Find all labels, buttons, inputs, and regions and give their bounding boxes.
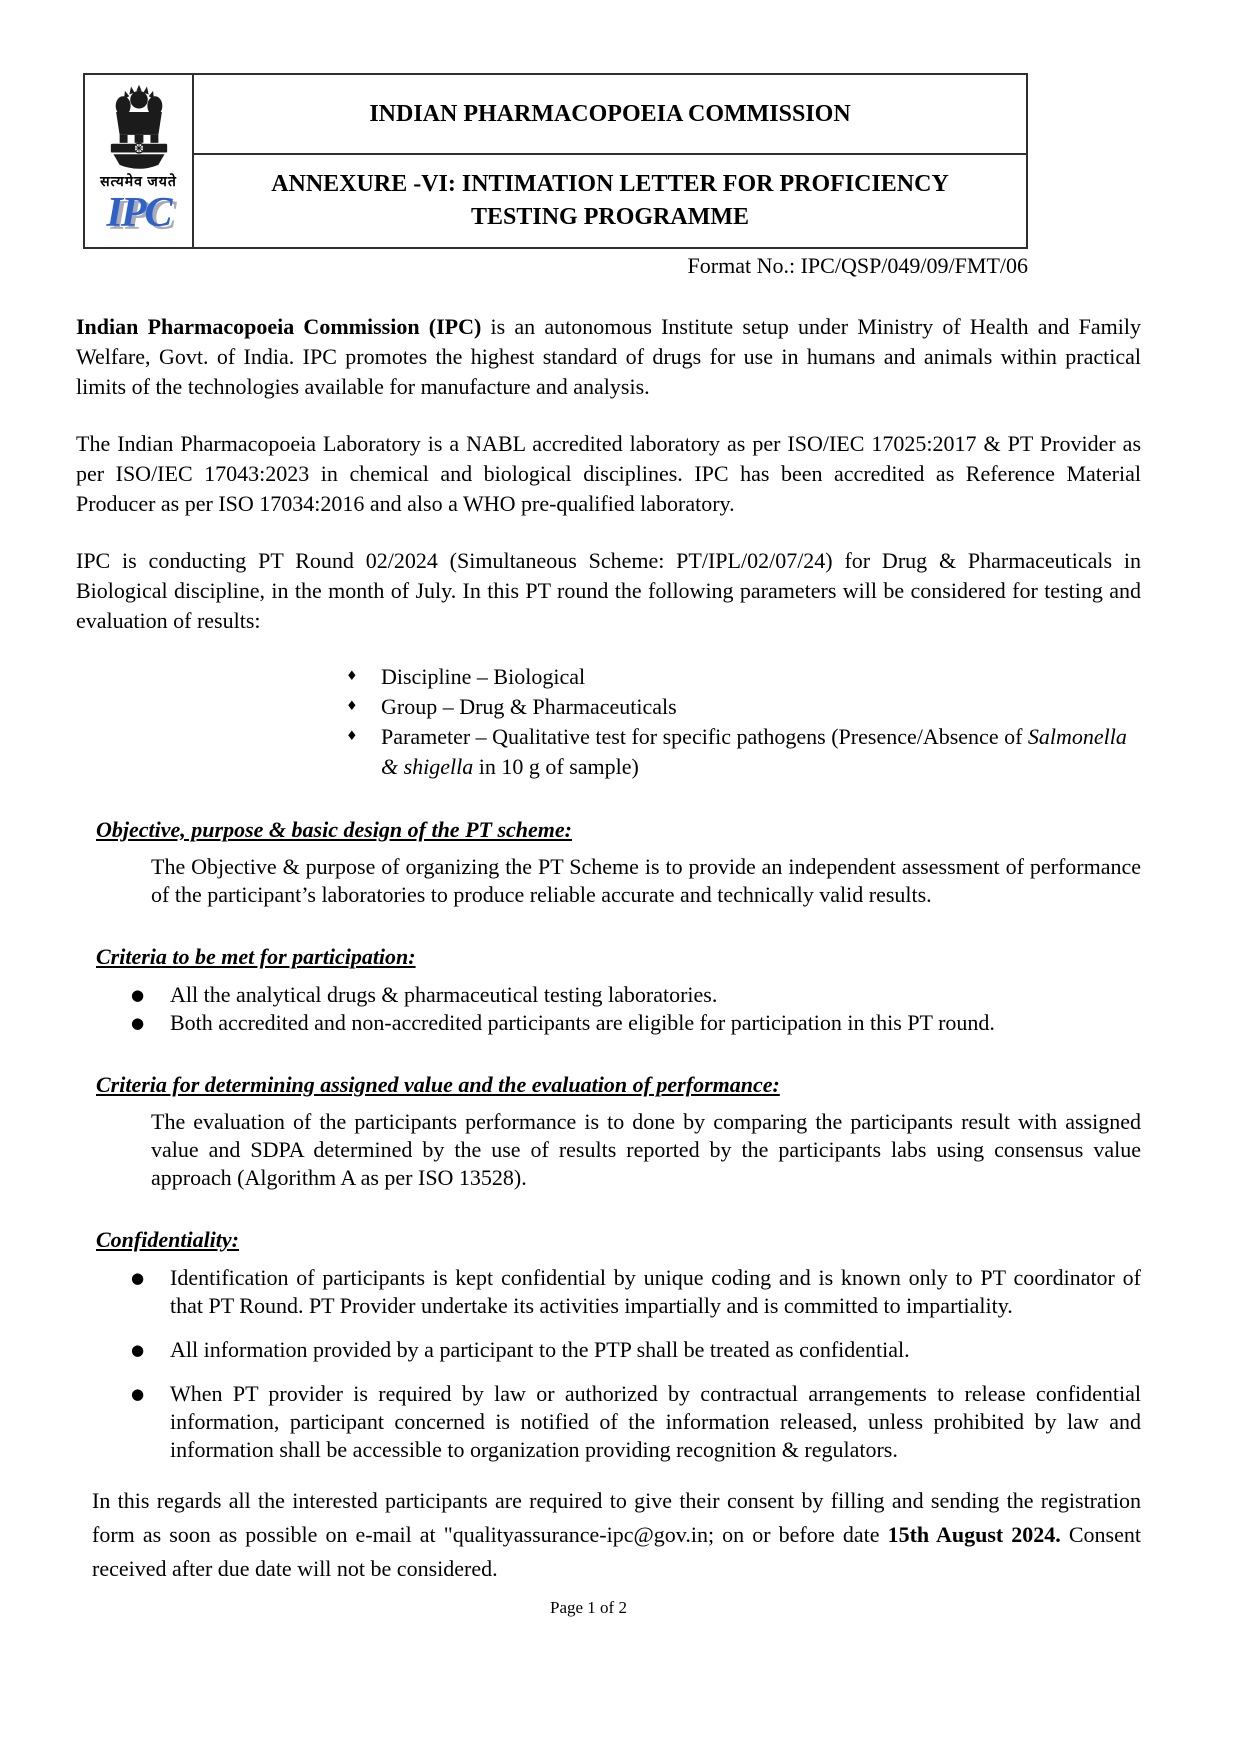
- parameter-parameter: [381, 722, 1141, 782]
- ashoka-emblem-icon: [99, 83, 179, 171]
- annexure-title: ANNEXURE -VI: INTIMATION LETTER FOR PROFICIENCY TESTING PROGRAMME: [271, 171, 949, 230]
- logo-motto: सत्यमेव जयते: [100, 175, 177, 190]
- list-item: [76, 722, 1141, 782]
- diamond-bullet-icon: ♦: [346, 699, 358, 714]
- list-item: [76, 981, 1141, 1009]
- round-bullet-icon: ●: [131, 986, 145, 1004]
- round-bullet-icon: ●: [131, 1014, 145, 1032]
- confidentiality-heading: Confidentiality:: [96, 1227, 239, 1252]
- list-item: [76, 662, 1141, 692]
- parameter-species-italic: Salmonella & shigella: [381, 724, 1127, 779]
- pt-parameters-list: [76, 662, 1141, 782]
- confidentiality-bullet-3: When PT provider is required by law or authorized by contractual arrangements to release confidential information, participant concerned is notified of the information released, unless prohibited by law and information shall be accessible to organization providing recognition & regulators.: [170, 1381, 1141, 1462]
- parameter-group: Group – Drug & Pharmaceuticals: [381, 694, 677, 719]
- closing-part2: Consent received after due date will not be considered.: [92, 1522, 1141, 1581]
- diamond-bullet-icon: ♦: [346, 729, 358, 744]
- diamond-bullet-icon: ♦: [346, 669, 358, 684]
- confidentiality-bullet-1: Identification of participants is kept confidential by unique coding and is known only to PT coordinator of that PT Round. PT Provider undertake its activities impartially and is committed to impartiality.: [170, 1265, 1141, 1318]
- criteria-bullet-1: All the analytical drugs & pharmaceutical testing laboratories.: [170, 982, 718, 1007]
- round-bullet-icon: ●: [131, 1341, 145, 1359]
- closing-part1: In this regards all the interested participants are required to give their consent by filling and sending the registration form as soon as possible on e-mail at "qualityassurance-ipc@gov.in; on or before date: [92, 1488, 1141, 1547]
- objective-heading: Objective, purpose & basic design of the PT scheme:: [96, 817, 572, 842]
- confidentiality-list: [76, 1264, 1141, 1464]
- criteria-participation-heading: Criteria to be met for participation:: [96, 944, 416, 969]
- round-bullet-icon: ●: [131, 1385, 145, 1403]
- criteria-participation-list: [76, 981, 1141, 1037]
- accreditation-paragraph: The Indian Pharmacopoeia Laboratory is a NABL accredited laboratory as per ISO/IEC 17025:2017 & PT Provider as per ISO/IEC 17043:2023 in chemical and biological disciplines. IPC has been accredited as Reference Material Producer as per ISO 17034:2016 and also a WHO pre-qualified laboratory.: [76, 431, 1141, 516]
- list-item: [76, 1380, 1141, 1464]
- criteria-assigned-value-heading: Criteria for determining assigned value and the evaluation of performance:: [96, 1072, 780, 1097]
- intro-rest: is an autonomous Institute setup under Ministry of Health and Family Welfare, Govt. of India. IPC promotes the highest standard of drugs for use in humans and animals within practical limits of the technologies available for manufacture and analysis.: [76, 314, 1141, 399]
- objective-paragraph: The Objective & purpose of organizing the PT Scheme is to provide an independent assessment of performance of the participant’s laboratories to produce reliable accurate and technically valid results.: [151, 854, 1141, 907]
- list-item: [76, 1336, 1141, 1364]
- parameter-post: in 10 g of sample): [473, 754, 639, 779]
- logo-ipc-acronym: IPC: [106, 190, 171, 236]
- page-number: Page 1 of 2: [550, 1598, 627, 1617]
- header-table: [83, 73, 1028, 249]
- letter-body: [76, 285, 1141, 1618]
- confidentiality-bullet-2: All information provided by a participant to the PTP shall be treated as confidential.: [170, 1337, 910, 1362]
- list-item: [76, 1009, 1141, 1037]
- closing-paragraph: [92, 1484, 1141, 1586]
- parameter-pre: Parameter – Qualitative test for specific pathogens (Presence/Absence of: [381, 724, 1028, 749]
- parameter-discipline: Discipline – Biological: [381, 664, 586, 689]
- round-bullet-icon: ●: [131, 1269, 145, 1287]
- intro-lead-bold: Indian Pharmacopoeia Commission (IPC): [76, 314, 482, 339]
- list-item: [76, 1264, 1141, 1320]
- list-item: [76, 692, 1141, 722]
- logo-cell: [85, 75, 194, 247]
- org-title: INDIAN PHARMACOPOEIA COMMISSION: [194, 75, 1026, 155]
- format-number: Format No.: IPC/QSP/049/09/FMT/06: [687, 253, 1028, 278]
- closing-deadline-bold: 15th August 2024.: [887, 1522, 1061, 1547]
- criteria-bullet-2: Both accredited and non-accredited participants are eligible for participation in this PT round.: [170, 1010, 995, 1035]
- criteria-assigned-value-paragraph: The evaluation of the participants performance is to done by comparing the participants result with assigned value and SDPA determined by the use of results reported by the participants labs using consensus value approach (Algorithm A as per ISO 13528).: [151, 1109, 1141, 1190]
- pt-round-paragraph: IPC is conducting PT Round 02/2024 (Simultaneous Scheme: PT/IPL/02/07/24) for Drug & Pharmaceuticals in Biological discipline, in the month of July. In this PT round the following parameters will be considered for testing and evaluation of results:: [76, 548, 1141, 633]
- intro-paragraph: [76, 312, 1141, 402]
